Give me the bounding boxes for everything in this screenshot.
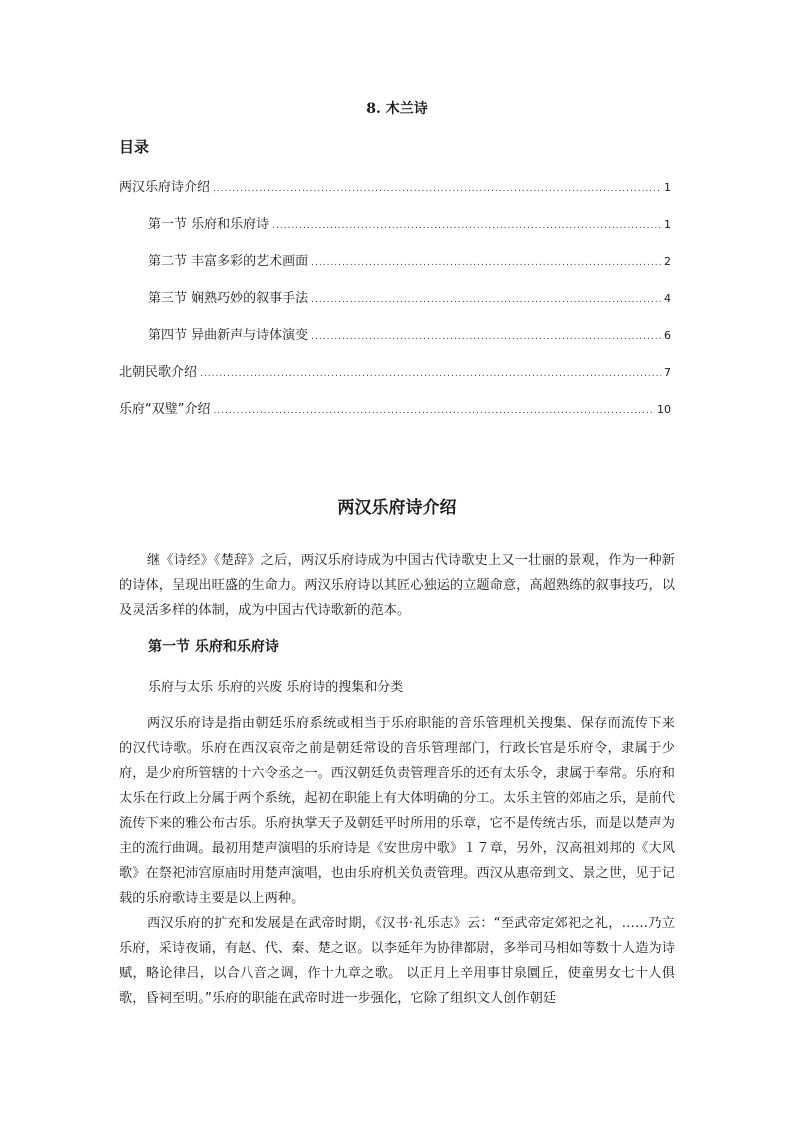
toc-entry-5[interactable] xyxy=(148,324,671,343)
toc-leader-dots xyxy=(200,369,661,379)
toc-entry-page: 4 xyxy=(664,292,671,305)
toc-entry-label: 第四节 异曲新声与诗体演变 xyxy=(148,328,309,343)
toc-entry-1[interactable] xyxy=(119,176,671,195)
toc-entry-label: 第二节 丰富多彩的艺术画面 xyxy=(148,254,309,269)
toc-entry-label: 第三节 娴熟巧妙的叙事手法 xyxy=(148,291,309,306)
toc-heading: 目录 xyxy=(119,138,150,156)
toc-entry-label: 第一节 乐府和乐府诗 xyxy=(148,217,270,232)
toc-entry-7[interactable] xyxy=(119,398,671,417)
toc-entry-4[interactable] xyxy=(148,287,671,306)
toc-entry-page: 1 xyxy=(664,218,671,231)
subsection-title: 第一节 乐府和乐府诗 xyxy=(148,639,279,655)
toc-leader-dots xyxy=(311,258,661,268)
toc-entry-label: 两汉乐府诗介绍 xyxy=(119,180,211,195)
toc-entry-page: 6 xyxy=(664,329,671,342)
toc-entry-page: 7 xyxy=(664,366,671,379)
body-paragraph-1: 两汉乐府诗是指由朝廷乐府系统或相当于乐府职能的音乐管理机关搜集、保存而流传下来的汉代诗歌。乐府在西汉哀帝之前是朝廷常设的音乐管理部门，行政长官是乐府令，隶属于少府，是少府所管辖的十六令丞之一。西汉朝廷负责管理音乐的还有太乐令，隶属于奉常。乐府和太乐在行政上分属于两个系统，起初在职能上有大体明确的分工。太乐主管的郊庙之乐，是前代流传下来的雅公布古乐。乐府执掌天子及朝廷平时所用的乐章，它不是传统古乐，而是以楚声为主的流行曲调。最初用楚声演唱的乐府诗是《安世房中歌》１７章，另外，汉高祖刘邦的《大风歌》在祭祀沛宫原庙时用楚声演唱，也由乐府机关负责管理。西汉从惠帝到文、景之世，见于记载的乐府歌诗主要是以上两种。 xyxy=(119,716,675,906)
subtopics-line: 乐府与太乐 乐府的兴废 乐府诗的搜集和分类 xyxy=(148,680,404,695)
toc-entry-6[interactable] xyxy=(119,361,671,380)
toc-leader-dots xyxy=(311,295,661,305)
toc-entry-3[interactable] xyxy=(148,250,671,269)
toc-entry-page: 10 xyxy=(657,403,671,416)
toc-entry-2[interactable] xyxy=(148,213,671,232)
toc-leader-dots xyxy=(272,221,661,231)
toc-leader-dots xyxy=(213,406,654,416)
toc-entry-page: 2 xyxy=(664,255,671,268)
intro-paragraph: 继《诗经》《楚辞》之后，两汉乐府诗成为中国古代诗歌史上又一壮丽的景观，作为一种新的诗体，呈现出旺盛的生命力。两汉乐府诗以其匠心独运的立题命意，高超熟练的叙事技巧，以及灵活多样的体制，成为中国古代诗歌新的范本。 xyxy=(119,553,675,618)
toc-entry-label: 北朝民歌介绍 xyxy=(119,365,198,380)
document-title: 8. 木兰诗 xyxy=(366,101,428,117)
body-paragraph-2: 西汉乐府的扩充和发展是在武帝时期，《汉书·礼乐志》云：“至武帝定郊祀之礼，……乃立乐府，采诗夜诵，有赵、代、秦、楚之讴。以李延年为协律都尉，多举司马相如等数十人造为诗赋，略论律吕，以合八音之调，作十九章之歌。 以正月上辛用事甘泉圜丘，使童男女七十人俱歌，昏祠至明。”乐府的职能在武帝时进一步强化，它除了组织文人创作朝廷 xyxy=(119,916,675,1006)
toc-leader-dots xyxy=(213,184,661,194)
toc-entry-label: 乐府“双璧”介绍 xyxy=(119,402,211,417)
toc-leader-dots xyxy=(311,332,661,342)
section-title: 两汉乐府诗介绍 xyxy=(337,498,457,518)
toc-entry-page: 1 xyxy=(664,181,671,194)
